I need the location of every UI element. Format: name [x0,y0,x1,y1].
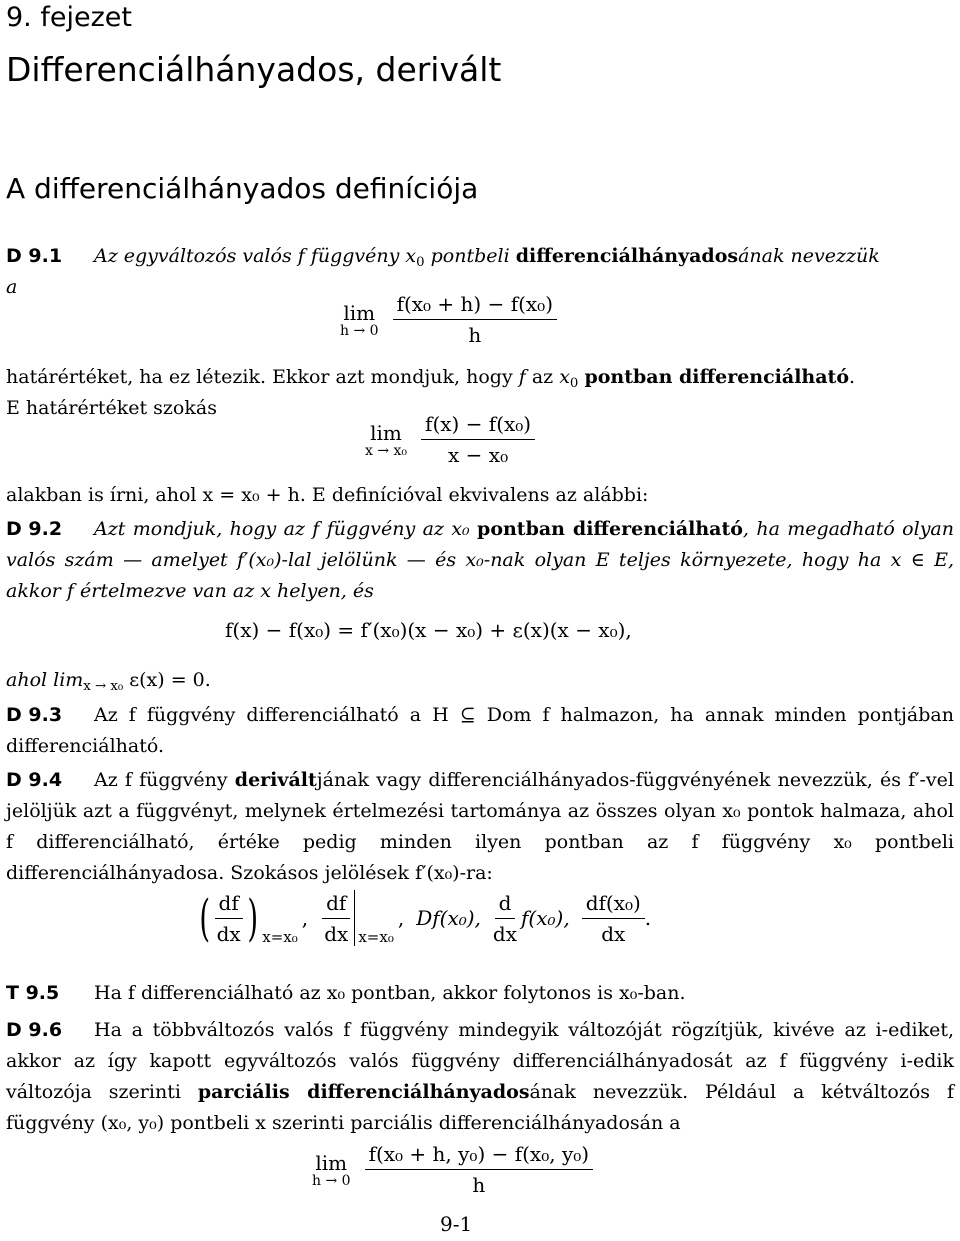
formula-notations: ( $\frac{df}{dx}$ ) x=x₀ , $\frac{df}{dx}$ x=x₀ , Df(x₀), $\frac{d}{dx}$ f(x₀), $\frac{\text{df(x₀)}}{dx}$ . [199,889,652,947]
definition-label: D 9.3 [6,704,63,726]
after-formula-2: alakban is írni, ahol x = x₀ + h. E definícióval ekvivalens az alábbi: [6,484,649,506]
definition-9-3: D 9.3 Az f függvény differenciálható a H ⊆ Dom f halmazon, ha annak minden pontjában differenciálható. [6,700,954,762]
formula-limit-x: lim x → x₀ $\frac{\text{f(x) − f(x₀)}}{\text{x − x₀}}$ [365,412,535,467]
ahol-limit: ahol $\lim_{x \to x_0} \varepsilon(x) = 0$. [6,669,211,694]
formula-partial-derivative: lim h → 0 $\frac{\text{f(x₀ + h, y₀) − f(x₀, y₀)}}{h}$ [312,1142,593,1197]
definition-9-6: D 9.6 Ha a többváltozós valós f függvény mindegyik változóját rögzítjük, kivéve az i-ediket, akkor az így kapott egyváltozós valós függvény differenciálhányadosát az f függvény i-edik változója szerinti parciális differenciálhányadosának nevezzük. Például a kétváltozós f függvény (x₀, y₀) pontbeli x szerinti parciális differenciálhányadosán a [6,1015,954,1139]
definition-9-2: D 9.2 Azt mondjuk, hogy az f függvény az x₀ pontban differenciálható, ha megadható olyan valós szám — amelyet f′(x₀)-lal jelölünk — és x₀-nak olyan E teljes környezete, hogy ha x ∈ E, akkor f értelmezve van az x helyen, és [6,514,954,607]
theorem-label: T 9.5 [6,982,60,1004]
definition-label: D 9.2 [6,518,63,540]
chapter-heading: 9. fejezet [6,2,132,33]
definition-label: D 9.6 [6,1019,63,1041]
chapter-title: Differenciálhányados, derivált [6,50,502,89]
after-formula-1: határértéket, ha ez létezik. Ekkor azt mondjuk, hogy f az $x_0$ pontban differenciálható. E határértéket szokás [6,366,856,419]
formula-linear-approx: f(x) − f(x₀) = f′(x₀)(x − x₀) + ε(x)(x − x₀), [225,618,632,642]
formula-limit-h: lim h → 0 $\frac{\text{f(x₀ + h) − f(x₀)}}{h}$ [340,292,557,347]
page-number: 9-1 [440,1212,473,1236]
definition-9-4: D 9.4 Az f függvény deriváltjának vagy differenciálhányados-függvényének nevezzük, és f′-vel jelöljük azt a függvényt, melynek értelmezési tartománya az összes olyan x₀ pontok halmaza, ahol f differenciálható, értéke pedig minden ilyen pontban az f függvény x₀ pontbeli differenciálhányadosa. Szokásos jelölések f′(x₀)-ra: [6,765,954,889]
section-heading: A differenciálhányados definíciója [6,172,479,205]
theorem-9-5: T 9.5 Ha f differenciálható az x₀ pontban, akkor folytonos is x₀-ban. [6,978,954,1009]
definition-9-1: D 9.1 Az egyváltozós valós f függvény $x_0$ pontbeli differenciálhányadosának nevezzük a [6,241,954,303]
definition-label: D 9.4 [6,769,63,791]
definition-label: D 9.1 [6,245,63,267]
